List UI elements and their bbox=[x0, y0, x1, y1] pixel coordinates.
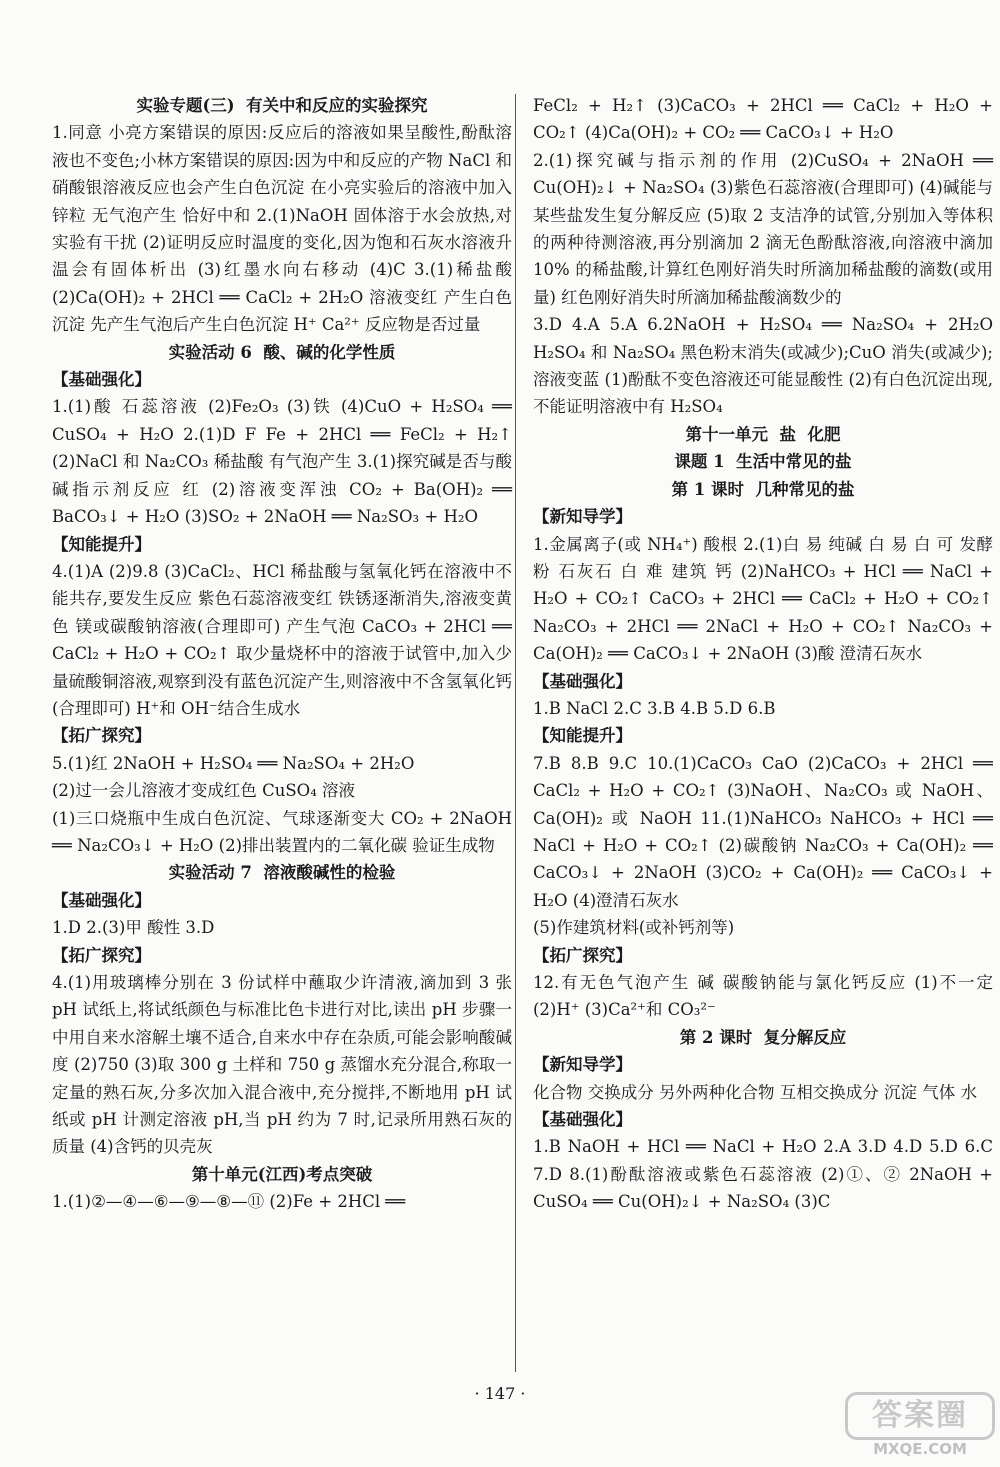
section-title: 第 2 课时 复分解反应 bbox=[679, 1027, 847, 1047]
section-title: 课题 1 生活中常见的盐 bbox=[674, 452, 852, 472]
section-title: 实验活动 6 酸、碱的化学性质 bbox=[168, 342, 396, 362]
answer-paragraph: 5.(1)红 2NaOH + H₂SO₄ ══ Na₂SO₄ + 2H₂O bbox=[52, 753, 415, 773]
section-tag: 【新知导学】 bbox=[533, 1055, 632, 1075]
section-tag: 【拓广探究】 bbox=[52, 945, 151, 965]
answer-paragraph: (1)三口烧瓶中生成白色沉淀、气球逐渐变大 CO₂ + 2NaOH ══ Na₂CO₃↓ + H₂O (2)排出装置内的二氧化碳 验证生成物 bbox=[52, 808, 512, 855]
answer-paragraph: (2)过一会儿溶液才变成红色 CuSO₄ 溶液 bbox=[52, 781, 356, 801]
answer-paragraph: FeCl₂ + H₂↑ (3)CaCO₃ + 2HCl ══ CaCl₂ + H₂O + CO₂↑ (4)Ca(OH)₂ + CO₂ ══ CaCO₃↓ + H₂O bbox=[533, 96, 993, 143]
answer-paragraph: 1.(1)②—④—⑥—⑨—⑧—⑪ (2)Fe + 2HCl ══ bbox=[52, 1192, 406, 1212]
answer-paragraph: 1.B NaOH + HCl ══ NaCl + H₂O 2.A 3.D 4.D 5.D 6.C 7.D 8.(1)酚酞溶液或紫色石蕊溶液 (2)①、② 2NaOH + CuSO₄ ══ Cu(OH)₂↓ + Na₂SO₄ (3)C bbox=[533, 1137, 993, 1212]
section-tag: 【基础强化】 bbox=[533, 1110, 632, 1130]
answer-paragraph: 3.D 4.A 5.A 6.2NaOH + H₂SO₄ ══ Na₂SO₄ + 2H₂O H₂SO₄ 和 Na₂SO₄ 黑色粉末消失(或减少);CuO 消失(或减少);溶液变蓝 (1)酚酞不变色溶液还可能显酸性 (2)有白色沉淀出现,不能证明溶液中有 H₂SO₄ bbox=[533, 315, 993, 417]
watermark bbox=[845, 1392, 995, 1462]
section-tag: 【基础强化】 bbox=[52, 890, 151, 910]
page-number: · 147 · bbox=[474, 1384, 526, 1403]
section-title: 第十单元(江西)考点突破 bbox=[191, 1164, 373, 1184]
watermark-logo: 答案圈 bbox=[845, 1392, 995, 1440]
answer-paragraph: (5)作建筑材料(或补钙剂等) bbox=[533, 918, 735, 938]
section-title: 第 1 课时 几种常见的盐 bbox=[671, 479, 855, 499]
answer-paragraph: 4.(1)A (2)9.8 (3)CaCl₂、HCl 稀盐酸与氢氧化钙在溶液中不能共存,要发生反应 紫色石蕊溶液变红 铁锈逐渐消失,溶液变黄色 镁或碳酸钠溶液(合理即可) 产生气泡 CaCO₃ + 2HCl ══ CaCl₂ + H₂O + CO₂↑ 取少量烧杯中的溶液于试管中,加入少量硫酸铜溶液,观察到没有蓝色沉淀产生,则溶液中不含氢氧化钙(合理即可) H⁺和 OH⁻结合生成水 bbox=[52, 561, 512, 718]
section-tag: 【拓广探究】 bbox=[52, 726, 151, 746]
section-tag: 【基础强化】 bbox=[52, 370, 151, 390]
answer-paragraph: 1.(1)酸 石蕊溶液 (2)Fe₂O₃ (3)铁 (4)CuO + H₂SO₄ ══ CuSO₄ + H₂O 2.(1)D F Fe + 2HCl ══ FeCl₂ + H₂↑ (2)NaCl 和 Na₂CO₃ 稀盐酸 有气泡产生 3.(1)探究碱是否与酸碱指示剂反应 红 (2)溶液变浑浊 CO₂ + Ba(OH)₂ ══ BaCO₃↓ + H₂O (3)SO₂ + 2NaOH ══ Na₂SO₃ + H₂O bbox=[52, 397, 512, 527]
section-title: 实验专题(三) 有关中和反应的实验探究 bbox=[136, 96, 428, 115]
answer-paragraph: 1.B NaCl 2.C 3.B 4.B 5.D 6.B bbox=[533, 698, 776, 718]
section-tag: 【知能提升】 bbox=[533, 726, 632, 746]
answer-paragraph: 2.(1)探究碱与指示剂的作用 (2)CuSO₄ + 2NaOH ══ Cu(OH)₂↓ + Na₂SO₄ (3)紫色石蕊溶液(合理即可) (4)碱能与某些盐发生复分解反应 (5)取 2 支洁净的试管,分别加入等体积的两种待测溶液,再分别滴加 2 滴无色酚酞溶液,向溶液中滴加 10% 的稀盐酸,计算红色刚好消失时所滴加稀盐酸的滴数(或用量) 红色刚好消失时所滴加稀盐酸滴数少的 bbox=[533, 150, 993, 307]
answer-paragraph: 1.D 2.(3)甲 酸性 3.D bbox=[52, 918, 215, 938]
answer-paragraph: 化合物 交换成分 另外两种化合物 互相交换成分 沉淀 气体 水 bbox=[533, 1082, 977, 1102]
answer-paragraph: 12.有无色气泡产生 碱 碳酸钠能与氯化钙反应 (1)不一定 (2)H⁺ (3)Ca²⁺和 CO₃²⁻ bbox=[533, 973, 993, 1020]
left-column bbox=[52, 92, 512, 1216]
section-tag: 【拓广探究】 bbox=[533, 945, 632, 965]
section-tag: 【知能提升】 bbox=[52, 534, 151, 554]
section-title: 第十一单元 盐 化肥 bbox=[685, 424, 841, 444]
watermark-url: MXQE.COM bbox=[873, 1440, 967, 1458]
answer-paragraph: 4.(1)用玻璃棒分别在 3 份试样中蘸取少许清液,滴加到 3 张 pH 试纸上,将试纸颜色与标准比色卡进行对比,读出 pH 步骤一中用自来水溶解土壤不适合,自来水中存在杂质,可能会影响酸碱度 (2)750 (3)取 300 g 土样和 750 g 蒸馏水充分混合,称取一定量的熟石灰,分多次加入混合液中,充分搅拌,不断地用 pH 试纸或 pH 计测定溶液 pH,当 pH 约为 7 时,记录所用熟石灰的质量 (4)含钙的贝壳灰 bbox=[52, 973, 512, 1157]
answer-paragraph: 1.同意 小亮方案错误的原因:反应后的溶液如果呈酸性,酚酞溶液也不变色;小林方案错误的原因:因为中和反应的产物 NaCl 和硝酸银溶液反应也会产生白色沉淀 在小亮实验后的溶液中加入锌粒 无气泡产生 恰好中和 2.(1)NaOH 固体溶于水会放热,对实验有干扰 (2)证明反应时温度的变化,因为饱和石灰水溶液升温会有固体析出 (3)红墨水向右移动 (4)C 3.(1)稀盐酸 (2)Ca(OH)₂ + 2HCl ══ CaCl₂ + 2H₂O 溶液变红 产生白色沉淀 先产生气泡后产生白色沉淀 H⁺ Ca²⁺ 反应物是否过量 bbox=[52, 123, 512, 335]
answer-paragraph: 7.B 8.B 9.C 10.(1)CaCO₃ CaO (2)CaCO₃ + 2HCl ══ CaCl₂ + H₂O + CO₂↑ (3)NaOH、Na₂CO₃ 或 NaOH、Ca(OH)₂ 或 NaOH 11.(1)NaHCO₃ NaHCO₃ + HCl ══ NaCl + H₂O + CO₂↑ (2)碳酸钠 Na₂CO₃ + Ca(OH)₂ ══ CaCO₃↓ + 2NaOH (3)CO₂ + Ca(OH)₂ ══ CaCO₃↓ + H₂O (4)澄清石灰水 bbox=[533, 753, 993, 910]
answer-paragraph: 1.金属离子(或 NH₄⁺) 酸根 2.(1)白 易 纯碱 白 易 白 可 发酵粉 石灰石 白 难 建筑 钙 (2)NaHCO₃ + HCl ══ NaCl + H₂O + CO₂↑ CaCO₃ + 2HCl ══ CaCl₂ + H₂O + CO₂↑ Na₂CO₃ + 2HCl ══ 2NaCl + H₂O + CO₂↑ Na₂CO₃ + Ca(OH)₂ ══ CaCO₃↓ + 2NaOH (3)酸 澄清石灰水 bbox=[533, 534, 993, 664]
section-title: 实验活动 7 溶液酸碱性的检验 bbox=[168, 863, 396, 883]
section-tag: 【新知导学】 bbox=[533, 507, 632, 527]
section-tag: 【基础强化】 bbox=[533, 671, 632, 691]
right-column bbox=[533, 92, 993, 1216]
column-divider bbox=[515, 94, 516, 1372]
